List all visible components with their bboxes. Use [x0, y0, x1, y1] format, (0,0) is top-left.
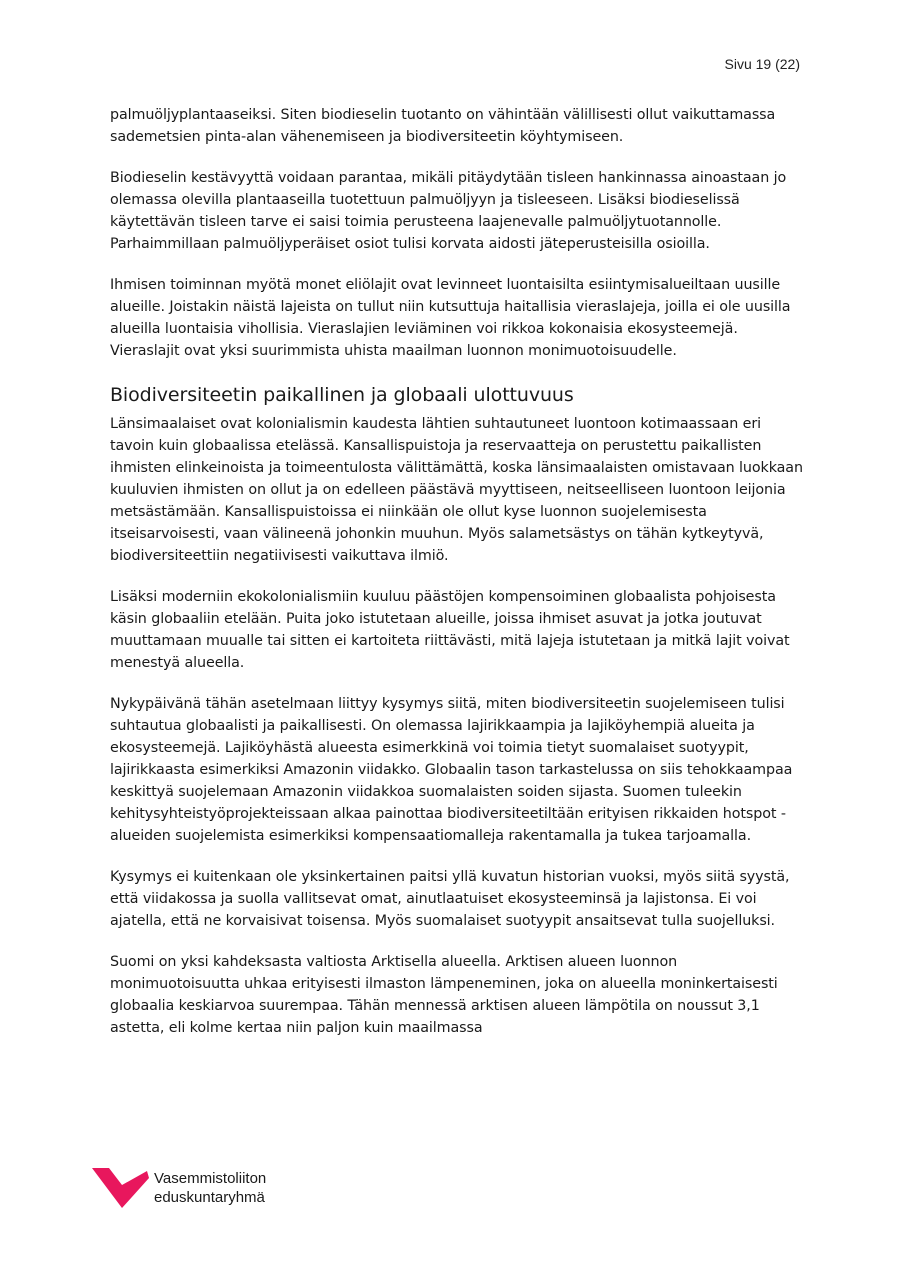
logo-text: [154, 1168, 266, 1207]
document-body: [110, 104, 804, 1058]
paragraph-8: Suomi on yksi kahdeksasta valtiosta Arktisella alueella. Arktisen alueen luonnon monimuotoisuutta uhkaa erityisesti ilmaston lämpeneminen, joka on alueella moninkertaisesti globaalia keskiarvoa suurempaa. Tähän mennessä arktisen alueen lämpötila on noussut 3,1 astetta, eli kolme kertaa niin paljon kuin maailmassa: [110, 954, 778, 1036]
paragraph-4: Länsimaalaiset ovat kolonialismin kaudesta lähtien suhtautuneet luontoon kotimaassaan eri tavoin kuin globaalissa etelässä. Kansallispuistoja ja reservaatteja on perustettu paikallisten ihmisten elinkeinoista ja toimeentulosta välittämättä, koska länsimaalaisten omistavaan luokkaan kuuluvien ihmisten on ollut ja on edelleen päästävä myyttiseen, neitseelliseen luontoon leijonia metsästämään. Kansallispuistoissa ei niinkään ole ollut kyse luonnon suojelemisesta itseisarvoisesti, vaan välineenä johonkin muuhun. Myös salametsästys on tähän kytkeytyvä, biodiversiteettiin negatiivisesti vaikuttava ilmiö.: [110, 416, 803, 564]
paragraph-2: Biodieselin kestävyyttä voidaan parantaa, mikäli pitäydytään tisleen hankinnassa ainoastaan jo olemassa olevilla plantaaseilla tuotettuun palmuöljyyn ja tisleeseen. Lisäksi biodieselissä käytettävän tisleen tarve ei saisi toimia perusteena laajenevalle palmuöljytuotannolle. Parhaimmillaan palmuöljyperäiset osiot tulisi korvata aidosti jäteperusteisilla osioilla.: [110, 170, 787, 252]
paragraph-5: Lisäksi moderniin ekokolonialismiin kuuluu päästöjen kompensoiminen globaalista pohjoisesta käsin globaaliin etelään. Puita joko istutetaan alueille, joissa ihmiset asuvat ja jotka joutuvat muuttamaan muualle tai sitten ei kartoiteta riittävästi, mitä lajeja istutetaan ja mitkä lajit voivat menestyä alueella.: [110, 589, 790, 671]
v-chevron-logo-icon: [92, 1168, 152, 1210]
paragraph-3: Ihmisen toiminnan myötä monet eliölajit ovat levinneet luontaisilta esiintymisalueiltaan uusille alueille. Joistakin näistä lajeista on tullut niin kutsuttuja haitallisia vieraslajeja, joilla ei ole uusilla alueilla luontaisia vihollisia. Vieraslajien leviäminen voi rikkoa kokonaisia ekosysteemejä. Vieraslajit ovat yksi suurimmista uhista maailman luonnon monimuotoisuudelle.: [110, 277, 791, 359]
logo-line-2: eduskuntaryhmä: [154, 1189, 265, 1206]
party-logo: [92, 1168, 266, 1210]
section-heading: Biodiversiteetin paikallinen ja globaali ulottuvuus: [110, 384, 574, 406]
logo-line-1: Vasemmistoliiton: [154, 1170, 267, 1187]
page-number: Sivu 19 (22): [724, 56, 800, 72]
paragraph-1: palmuöljyplantaaseiksi. Siten biodieselin tuotanto on vähintään välillisesti ollut vaikuttamassa sademetsien pinta-alan vähenemiseen ja biodiversiteetin köyhtymiseen.: [110, 107, 776, 145]
paragraph-7: Kysymys ei kuitenkaan ole yksinkertainen paitsi yllä kuvatun historian vuoksi, myös siitä syystä, että viidakossa ja suolla vallitsevat omat, ainutlaatuiset ekosysteeminsä ja lajistonsa. Ei voi ajatella, että ne korvaisivat toisensa. Myös suomalaiset suotyypit ansaitsevat tulla suojelluksi.: [110, 869, 790, 929]
paragraph-6: Nykypäivänä tähän asetelmaan liittyy kysymys siitä, miten biodiversiteetin suojelemiseen tulisi suhtautua globaalisti ja paikallisesti. On olemassa lajirikkaampia ja lajiköyhempiä alueita ja ekosysteemejä. Lajiköyhästä alueesta esimerkkinä voi toimia tietyt suomalaiset suotyypit, lajirikkaasta esimerkiksi Amazonin viidakko. Globaalin tason tarkastelussa on siis tehokkaampaa keskittyä suojelemaan Amazonin viidakkoa suomalaisten soiden sijasta. Suomen tuleekin kehitysyhteistyöprojekteissaan alkaa painottaa biodiversiteetiltään erityisen rikkaiden hotspot -alueiden suojelemista esimerkiksi kompensaatiomalleja rakentamalla ja tukea tarjoamalla.: [110, 696, 793, 844]
